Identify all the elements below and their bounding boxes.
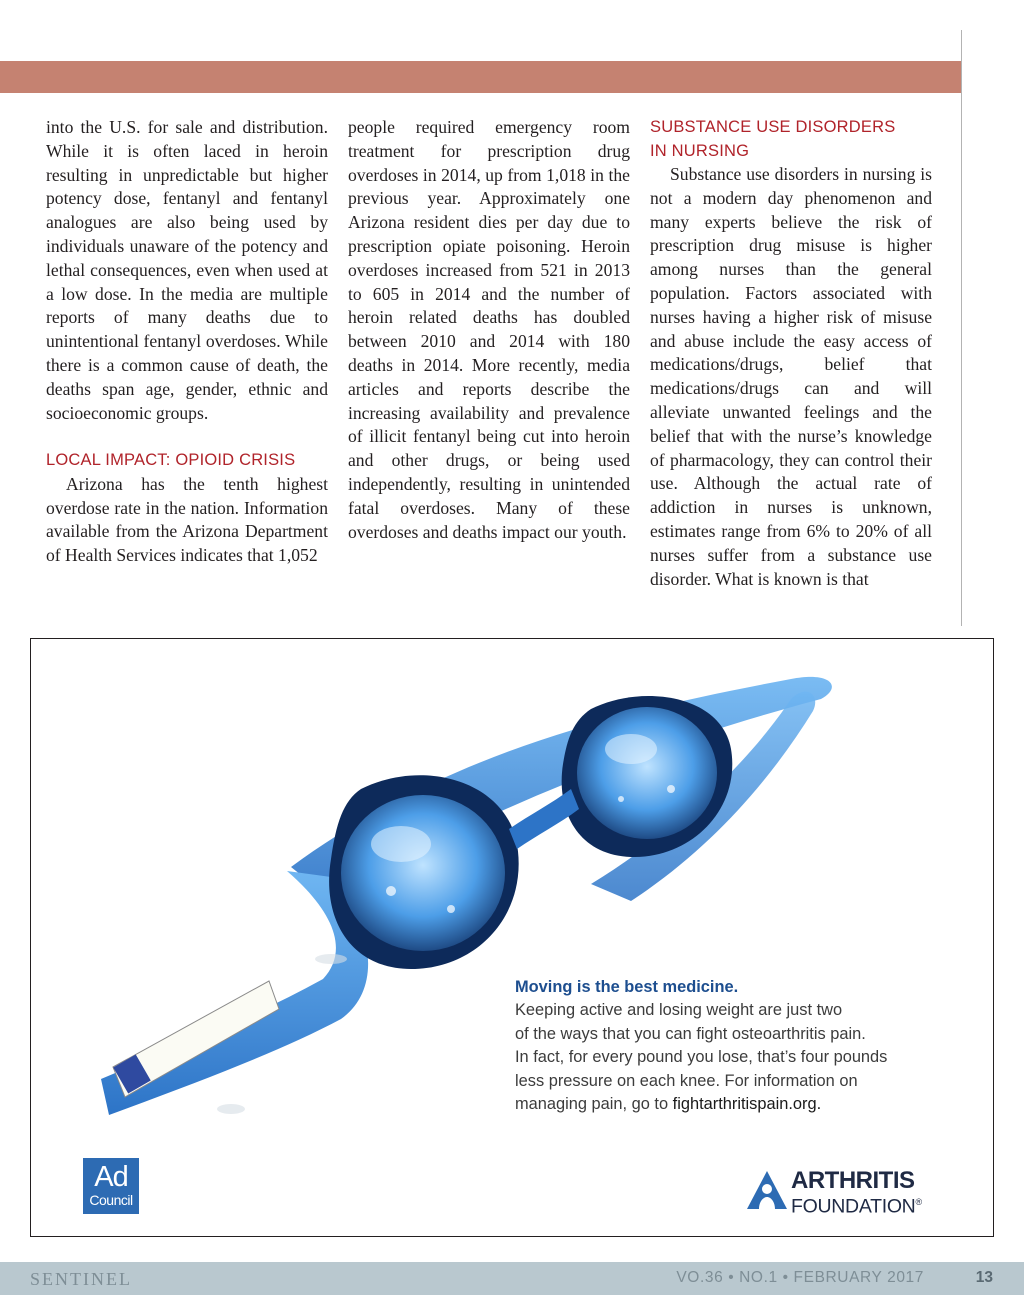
swim-goggles-illustration	[31, 639, 994, 1237]
foundation-name-line1: ARTHRITIS	[791, 1167, 915, 1194]
paragraph: Arizona has the tenth highest overdose rate in the nation. Information available from the Arizona Department of Health Services indicates that 1,052	[46, 473, 328, 566]
header-color-band	[0, 61, 962, 93]
ad-council-logo	[83, 1158, 139, 1214]
paragraph: people required emergency room treatment for prescription drug overdoses in 2014, up from 1,018 in the previous year. Approximately one Arizona resident dies per day due to prescription opiate poisoning. Heroin overdoses increased from 521 in 2013 to 605 in 2014 and the number of heroin related deaths has doubled between 2010 and 2014 with 180 deaths in 2014. More recently, media articles and reports describe the increasing availability and prevalence of illicit fentanyl being cut into heroin and other drugs, or being used independently, resulting in unintended fatal overdoses. Many of these overdoses and deaths impact our youth.	[348, 117, 630, 542]
ad-body-line: less pressure on each knee. For information on	[515, 1071, 858, 1090]
page-footer	[0, 1262, 1024, 1295]
paragraph: into the U.S. for sale and distribution. While it is often laced in heroin resulting in unpredictable but higher potency dose, fentanyl and fentanyl analogues are also being used by individuals unaware of the potency and lethal consequences, even when used at a low dose. In the media are multiple reports of many deaths due to unintentional fentanyl overdoses. While there is a common cause of death, the deaths span age, gender, ethnic and socioeconomic groups.	[46, 117, 328, 423]
ad-council-logo-text: Council	[89, 1192, 133, 1208]
page-number: 13	[975, 1269, 993, 1286]
issue-info: VO.36 • NO.1 • FEBRUARY 2017	[676, 1269, 924, 1286]
heading-line: IN NURSING	[650, 141, 750, 160]
ad-council-logo-text: Ad	[94, 1161, 128, 1193]
arthritis-foundation-ad	[30, 638, 994, 1237]
registered-mark: ®	[915, 1197, 922, 1207]
section-heading-substance-use	[650, 116, 932, 163]
foundation-name-line2	[791, 1192, 922, 1218]
foundation-name-text: FOUNDATION	[791, 1195, 916, 1218]
article-column-1	[46, 116, 328, 568]
ad-body-line: Keeping active and losing weight are just two	[515, 1001, 843, 1020]
ad-body-line	[515, 1093, 935, 1116]
ad-body-text: managing pain, go to	[515, 1095, 673, 1114]
paragraph: Substance use disorders in nursing is not a modern day phenomenon and many experts believe the risk of prescription drug misuse is higher among nurses than the general population. Factors associated with nurses having a higher risk of misuse and abuse include the easy access of medications/drugs, belief that medications/drugs can and will alleviate unwanted feelings and the belief that with the nurse’s knowledge of pharmacology, they can control their use. Although the actual rate of addiction in nurses is unknown, estimates range from 6% to 20% of all nurses suffer from a substance use disorder. What is known is that	[650, 164, 932, 589]
article-column-2	[348, 116, 630, 544]
ad-url-link[interactable]: fightarthritispain.org.	[672, 1095, 822, 1114]
ad-copy	[515, 976, 935, 1116]
ad-body-line: In fact, for every pound you lose, that’s four pounds	[515, 1048, 888, 1067]
page-edge-rule	[961, 30, 962, 626]
magazine-name: SENTINEL	[30, 1269, 132, 1289]
ad-body-line: of the ways that you can fight osteoarthritis pain.	[515, 1024, 866, 1043]
article-column-3	[650, 116, 932, 591]
ad-headline: Moving is the best medicine.	[515, 978, 739, 996]
heading-line: SUBSTANCE USE DISORDERS	[650, 118, 896, 136]
arthritis-foundation-mark-icon	[745, 1169, 789, 1213]
arthritis-foundation-logo	[745, 1169, 965, 1219]
section-heading-local-impact: LOCAL IMPACT: OPIOID CRISIS	[46, 451, 296, 470]
